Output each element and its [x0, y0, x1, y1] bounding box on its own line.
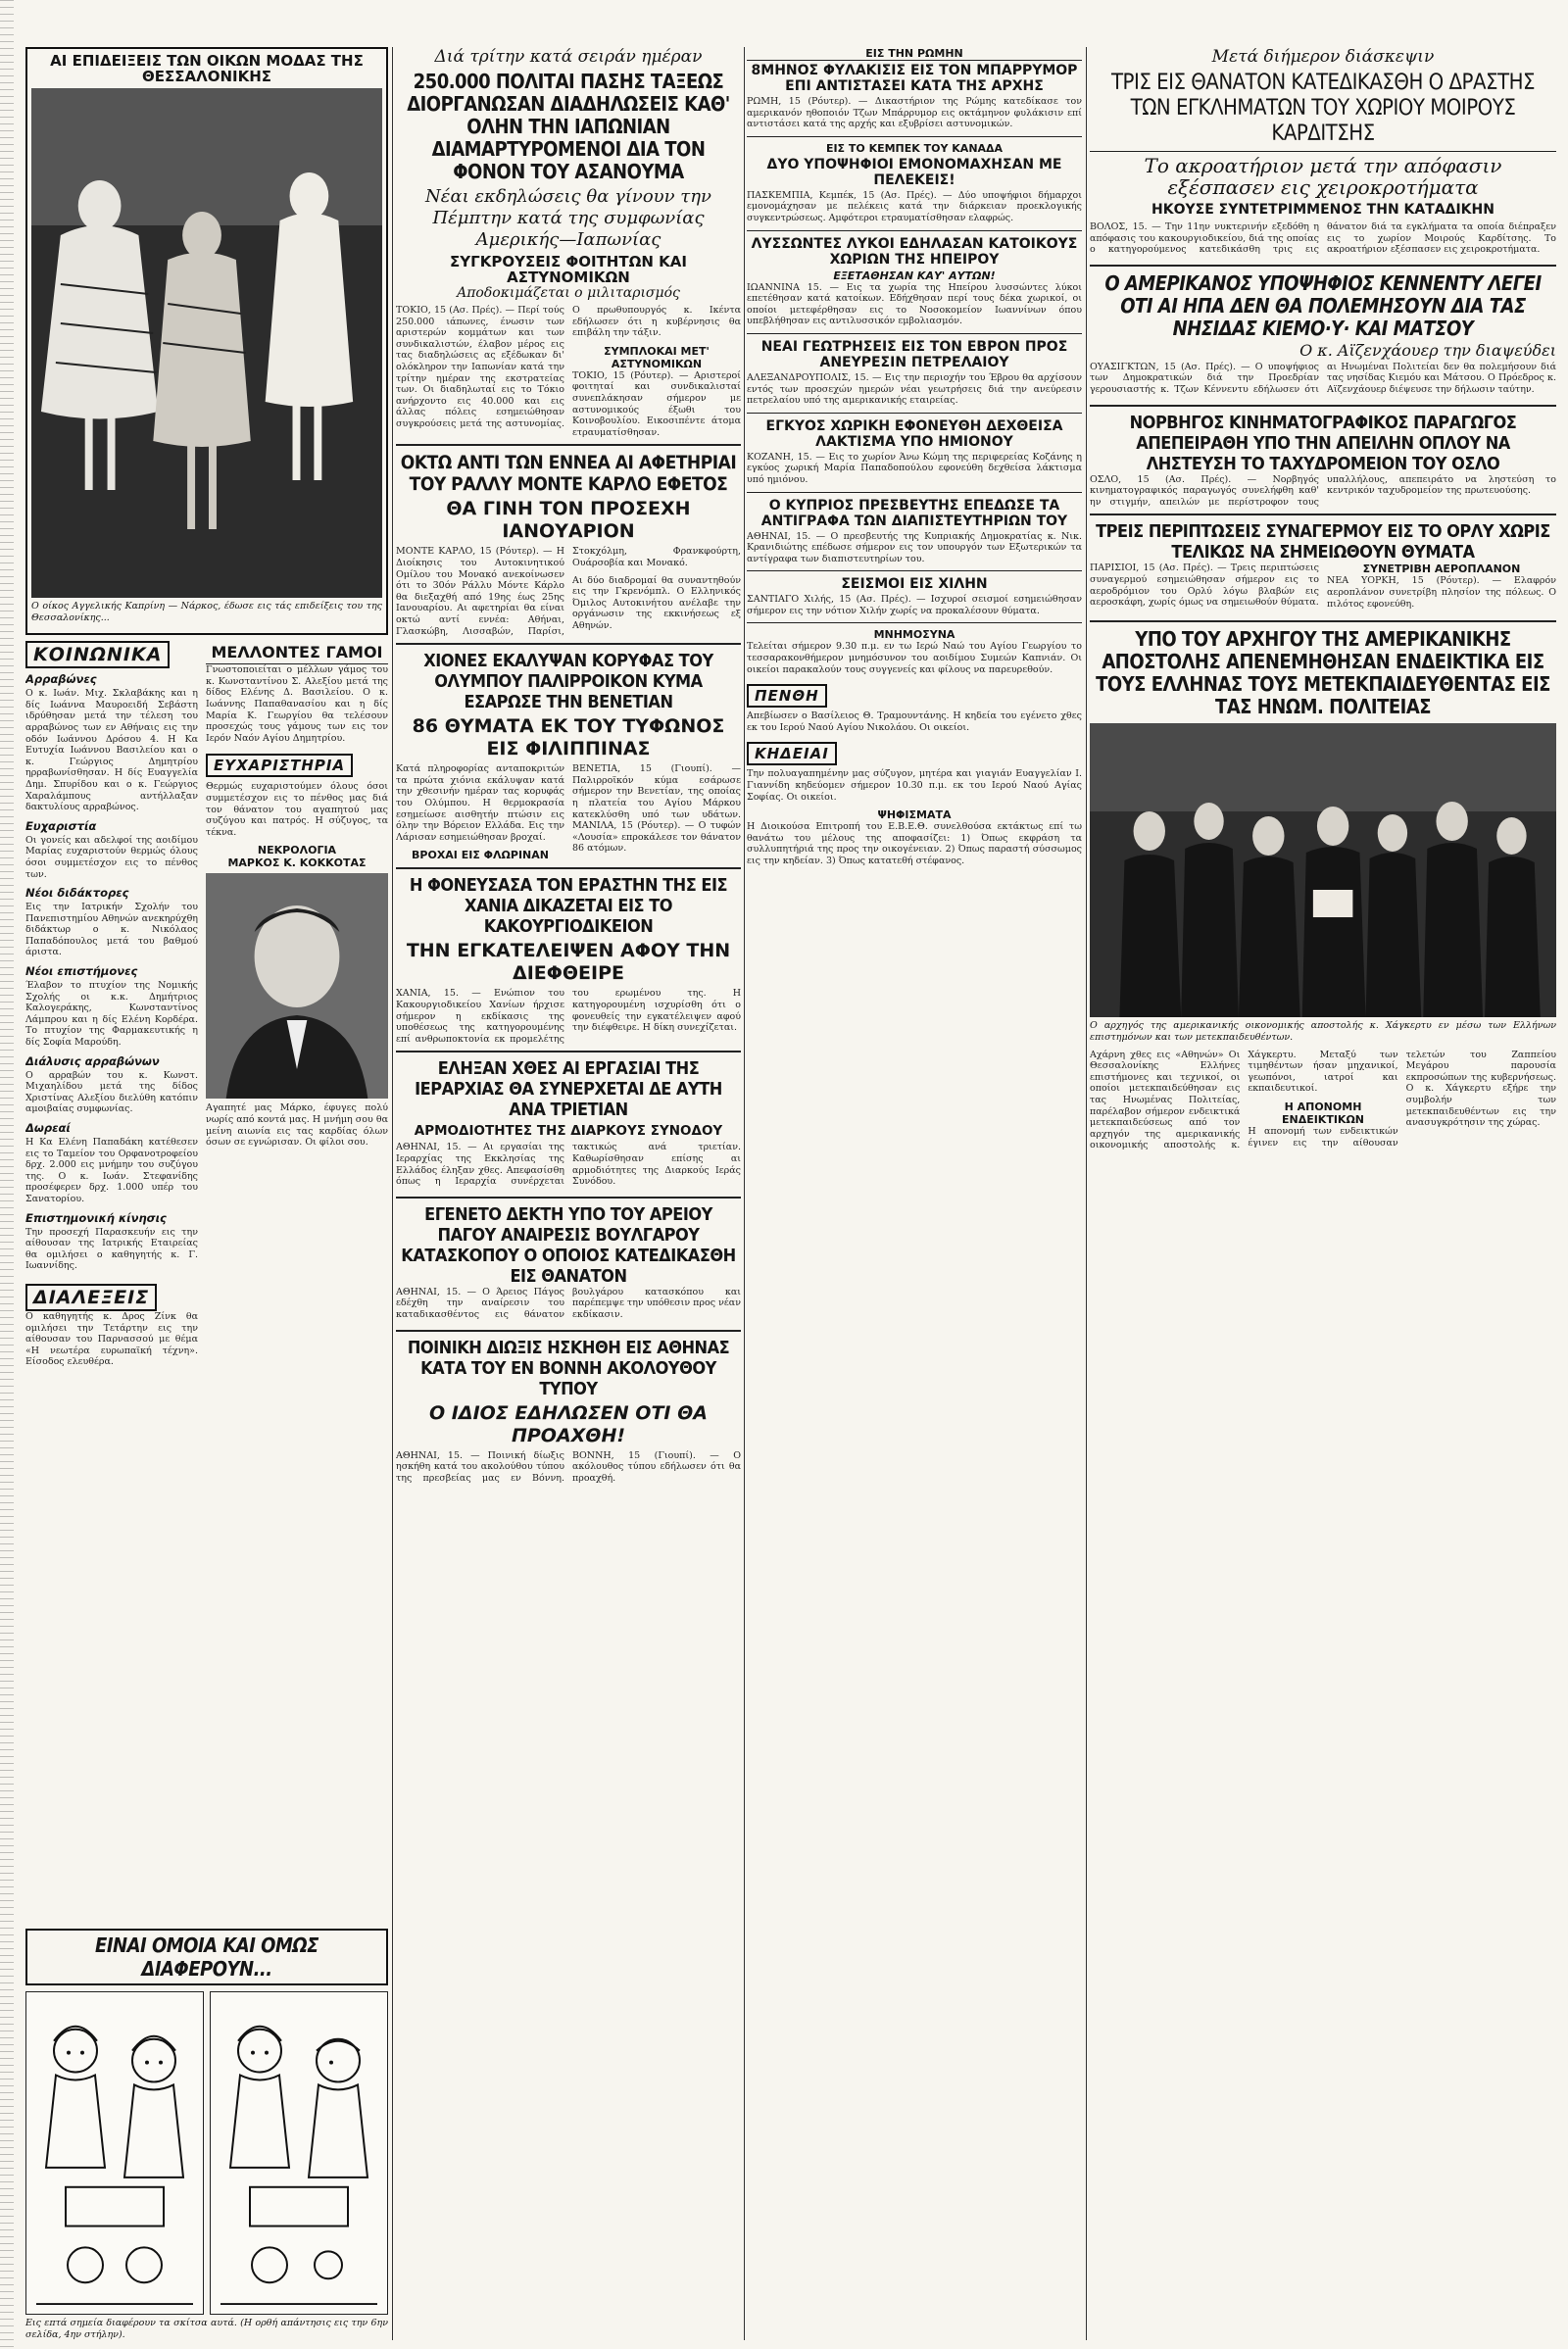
japan-kicker: Διά τρίτην κατά σειράν ημέραν [434, 47, 703, 67]
resolutions-heading: ΨΗΦΙΣΜΑΤΑ [877, 808, 952, 822]
hierarchy-headline: ΕΛΗΞΑΝ ΧΘΕΣ ΑΙ ΕΡΓΑΣΙΑΙ ΤΗΣ ΙΕΡΑΡΧΙΑΣ ΘΑ ΣΥΝΕΡΧΕΤΑΙ ΔΕ ΑΥΤΗ ΑΝΑ ΤΡΙΕΤΙΑΝ [415, 1058, 722, 1121]
cyprus-headline: Ο ΚΥΠΡΙΟΣ ΠΡΕΣΒΕΥΤΗΣ ΕΠΕΔΩΣΕ ΤΑ ΑΝΤΙΓΡΑΦΑ ΤΩΝ ΔΙΑΠΙΣΤΕΥΤΗΡΙΩΝ ΤΟΥ [760, 497, 1068, 529]
oil-headline: ΝΕΑΙ ΓΕΩΤΡΗΣΕΙΣ ΕΙΣ ΤΟΝ ΕΒΡΟΝ ΠΡΟΣ ΑΝΕΥΡΕΣΙΝ ΠΕΤΡΕΛΑΙΟΥ [760, 338, 1068, 370]
cartoon-left [25, 1991, 204, 2315]
graduates-heading: Νέοι επιστήμονες [25, 964, 138, 979]
award-body: Η απονομή των ενδεικτικών έγινεν εις την αίθουσαν τελετών του Ζαππείου Μεγάρου παρουσία εκπροσώπων της κυβερνήσεως. Ο κ. Χάγκερτυ εξήρε την συμβολήν των μετεκπαιδευθέντων εις την ανασυγκρότησιν της χώρας. [1248, 1049, 1556, 1149]
barrymore-headline: 8ΜΗΝΟΣ ΦΥΛΑΚΙΣΙΣ ΕΙΣ ΤΟΝ ΜΠΑΡΡΥΜΟΡ ΕΠΙ ΑΝΤΙΣΤΑΣΕΙ ΚΑΤΑ ΤΗΣ ΑΡΧΗΣ [751, 63, 1078, 94]
karditsa-kicker: Μετά διήμερον διάσκεψιν [1211, 47, 1435, 67]
japan-body: ΤΟΚΙΟ, 15 (Ασ. Πρές). — Περί τούς 250.000 ιάπωνες, ένωσιν των αριστερών κομμάτων και των συνδικαλιστών, έλαβον μέρος εις τας διαδηλώσεις ας εξέδωκαν δι' ολόκληρον την Ιαπωνίαν κατά την τρίτην ημέραν της εκστρατείας των. Οι διαδηλωταί εις το Τόκιο ανήρχοντο εις 40.000 και εις άλλας πόλεις εσημειώθησαν συγκρούσεις μετά της αστυνομίας. Ο πρωθυπουργός κ. Ικέντα εδήλωσεν ότι η κυβέρνησις θα επιβάλη την τάξιν. [396, 305, 741, 429]
japan-subhead: Νέαι εκδηλώσεις θα γίνουν την Πέμπτην κατά της συμφωνίας Αμερικής—Ιαπωνίας [425, 186, 711, 250]
lectures-heading: ΔΙΑΛΕΞΕΙΣ [25, 1284, 157, 1311]
chania-headline: Η ΦΟΝΕΥΣΑΣΑ ΤΟΝ ΕΡΑΣΤΗΝ ΤΗΣ ΕΙΣ ΧΑΝΙΑ ΔΙΚΑΖΕΤΑΙ ΕΙΣ ΤΟ ΚΑΚΟΥΡΓΙΟΔΙΚΕΙΟΝ [409, 875, 728, 938]
column-rule [1086, 47, 1087, 2340]
bonn-subhead: Ο ΙΔΙΟΣ ΕΔΗΛΩΣΕΝ ΟΤΙ ΘΑ ΠΡΟΑΧΘΗ! [429, 1401, 708, 1446]
column-briefs [747, 47, 1082, 873]
chile-headline: ΣΕΙΣΜΟΙ ΕΙΣ ΧΙΛΗΝ [841, 576, 988, 593]
ceremony-photo [1090, 723, 1556, 1017]
japan-subhead-3: Αποδοκιμάζεται ο μιλιταρισμός [457, 285, 680, 301]
weather-subhead: 86 ΘΥΜΑΤΑ ΕΚ ΤΟΥ ΤΥΦΩΝΟΣ ΕΙΣ ΦΙΛΙΠΠΙΝΑΣ [412, 715, 725, 760]
gratitude-text: Θερμώς ευχαριστούμεν όλους όσοι συμμετέσχον εις το πένθος μας διά τον θάνατον του αγαπητού μας συζύγου και πατρός. Η σύζυγος, τα τέκνα. [206, 781, 388, 838]
lectures-text: Ο καθηγητής κ. Δρος Ζίνκ θα ομιλήσει την Τετάρτην εις την αίθουσαν του Παρνασσού με θέμα «Η νεωτέρα ευρωπαϊκή τέχνη». Είσοδος ελευθέρα. [25, 1310, 198, 1368]
bonn-headline: ΠΟΙΝΙΚΗ ΔΙΩΞΙΣ ΗΣΚΗΘΗ ΕΙΣ ΑΘΗΝΑΣ ΚΑΤΑ ΤΟΥ ΕΝ ΒΟΝΝΗ ΑΚΟΛΟΥΘΟΥ ΤΥΠΟΥ [407, 1337, 730, 1399]
japan-subhead-2: ΣΥΓΚΡΟΥΣΕΙΣ ΦΟΙΤΗΤΩΝ ΚΑΙ ΑΣΤΥΝΟΜΙΚΩΝ [450, 253, 687, 286]
obituary-heading: ΝΕΚΡΟΛΟΓΙΑ [257, 844, 337, 857]
certificates-body: Αχάρνη χθες εις «Αθηνών» Οι Θεσσαλονίκης Ελλήνες επιστήμονες και τεχνικοί, οι οποίοι μετεκπαιδεύθησαν εις τας Ηνωμένας Πολιτείας, παρέλαβον σήμερον ενδεικτικά μετεκπαιδεύσεως από τον αρχηγόν της αμερικανικής οικονομικής αποστολής κ. Χάγκερτυ. Μεταξύ των τιμηθέντων ήσαν μηχανικοί, γεωπόνοι, ιατροί και εκπαιδευτικοί. [1090, 1049, 1398, 1151]
funerals-heading: ΚΗΔΕΙΑΙ [747, 742, 837, 765]
karditsa-subhead: Το ακροατήριον μετά την απόφασιν εξέσπασεν εις χειροκροτήματα [1090, 151, 1556, 198]
quebec-tag: ΕΙΣ ΤΟ ΚΕΜΠΕΚ ΤΟΥ ΚΑΝΑΔΑ [825, 141, 1004, 155]
orly-body: ΠΑΡΙΣΙΟΙ, 15 (Ασ. Πρές). — Τρεις περιπτώσεις συναγερμού εσημειώθησαν σήμερον εις το αεροδρόμιον του Ορλύ λόγω βλαβών εις αεροσκάφη, χωρίς όμως να σημειωθούν θύματα. [1090, 563, 1319, 609]
thanks-heading: Ευχαριστία [25, 818, 97, 833]
page-fold-edge [0, 0, 14, 2349]
doctors-text: Εις την Ιατρικήν Σχολήν του Πανεπιστημίου Αθηνών ανεκηρύχθη διδάκτωρ ο κ. Νικόλαος Παπαδόπουλος μετά του βαθμού άριστα. [25, 902, 198, 958]
tokyo-subhead: ΣΥΜΠΛΟΚΑΙ ΜΕΤ' ΑΣΤΥΝΟΜΙΚΩΝ [604, 344, 710, 370]
fashion-caption: Ο οίκος Αγγελικής Καπρίνη — Νάρκος, έδωσε εις τάς επιδείξεις του της Θεσσαλονίκης... [31, 601, 382, 623]
weddings-heading: ΜΕΛΛΟΝΤΕΣ ΓΑΜΟΙ [206, 641, 388, 664]
award-subhead: Η ΑΠΟΝΟΜΗ ΕΝΔΕΙΚΤΙΚΩΝ [1281, 1100, 1365, 1126]
hierarchy-subhead: ΑΡΜΟΔΙΟΤΗΤΕΣ ΤΗΣ ΔΙΑΡΚΟΥΣ ΣΥΝΟΔΟΥ [414, 1123, 723, 1140]
funerals-text: Την πολυαγαπημένην μας σύζυγον, μητέρα και γιαγιάν Ευαγγελίαν Ι. Γιαννίδη κηδεύομεν σήμερον 10.30 π.μ. εκ του Ιερού Ναού Αγίας Σοφίας. Οι οικείοι. [747, 768, 1082, 803]
rome-tag: ΕΙΣ ΤΗΝ ΡΩΜΗΝ [747, 47, 1082, 61]
broken-engagements-text: Ο αρραβών του κ. Κωνστ. Μιχαηλίδου μετά της δίδος Χριστίνας Αλεξίου διελύθη κατόπιν αμοιβαίας συμφωνίας. [25, 1069, 198, 1115]
duel-body: ΠΑΣΚΕΜΠΙΑ, Κεμπέκ, 15 (Ασ. Πρές). — Δύο υποψήφιοι δήμαρχοι εμονομάχησαν με πελέκεις κατά την διάρκειαν προεκλογικής συγκεντρώσεως. Αμφότεροι ετραυματίσθησαν ελαφρώς. [747, 189, 1082, 223]
column-society [25, 47, 388, 1374]
karditsa-body: ΒΟΛΟΣ, 15. — Την 11ην νυκτερινήν εξεδόθη η απόφασις του κακουργιοδικείου, διά της οποίας ο κατηγορούμενος κατεδικάσθη τρις εις θάνατον διά τα εγκλήματα τα οποία διέπραξεν εις το χωρίον Μοιρούς Καρδίτσης. Το ακροατήριον εξέσπασεν εις χειροκροτήματα. [1090, 221, 1556, 256]
science-heading: Επιστημονική κίνησις [25, 1210, 167, 1225]
orly-headline: ΤΡΕΙΣ ΠΕΡΙΠΤΩΣΕΙΣ ΣΥΝΑΓΕΡΜΟΥ ΕΙΣ ΤΟ ΟΡΛΥ ΧΩΡΙΣ ΤΕΛΙΚΩΣ ΝΑ ΣΗΜΕΙΩΘΟΥΝ ΘΥΜΑΤΑ [1096, 521, 1550, 563]
mule-body: ΚΟΖΑΝΗ, 15. — Εις το χωρίον Άνω Κώμη της περιφερείας Κοζάνης η εγκύος χωρική Μαρία Παπαδοπούλου εφονεύθη δεχθείσα λάκτισμα υπό ημιόνου. [747, 451, 1082, 485]
ceremony-caption: Ο αρχηγός της αμερικανικής οικονομικής αποστολής κ. Χάγκερτυ εν μέσω των Ελλήνων επιστημόνων και των μετεκπαιδευθέντων. [1090, 1020, 1556, 1044]
plane-crash-body: ΝΕΑ ΥΟΡΚΗ, 15 (Ρόυτερ). — Ελαφρόν αεροπλάνον συνετρίβη πλησίον της πόλεως. Ο πιλότος εφονεύθη. [1327, 575, 1556, 610]
chile-body: ΣΑΝΤΙΑΓΟ Χιλής, 15 (Ασ. Πρές). — Ισχυροί σεισμοί εσημειώθησαν σήμερον εις την νότιον Χιλήν χωρίς να προκαλέσουν θύματα. [747, 594, 1082, 616]
wolves-subhead: ΕΞΕΤΑΘΗΣΑΝ ΚΑΥ' ΑΥΤΩΝ! [833, 269, 996, 282]
rally-subhead: ΘΑ ΓΙΝΗ ΤΟΝ ΠΡΟΣΕΧΗ ΙΑΝΟΥΑΡΙΟΝ [446, 498, 691, 543]
memorial-text: Τελείται σήμερον 9.30 π.μ. εν τω Ιερώ Ναώ του Αγίου Γεωργίου το τεσσαρακονθήμερον μνημόσυνον του αοιδίμου Συμεών Καπνιάν. Οι οικείοι παρακαλούν τους συγγενείς και φίλους να παρευρεθούν. [747, 641, 1082, 675]
obituary-portrait [206, 873, 388, 1099]
fashion-headline: ΑΙ ΕΠΙΔΕΙΞΕΙΣ ΤΩΝ ΟΙΚΩΝ ΜΟΔΑΣ ΤΗΣ ΘΕΣΣΑΛΟΝΙΚΗΣ [50, 52, 364, 85]
obituary-text: Αγαπητέ μας Μάρκο, έφυγες πολύ νωρίς από κοντά μας. Η μνήμη σου θα μείνη αιωνία εις τας καρδίας όλων όσων σε εγνώρισαν. Οι φίλοι σου. [206, 1102, 388, 1149]
cartoon-headline: ΕΙΝΑΙ ΟΜΟΙΑ ΚΑΙ ΟΜΩΣ ΔΙΑΦΕΡΟΥΝ... [95, 1933, 318, 1981]
fashion-photo [31, 88, 382, 598]
society-left [25, 641, 198, 1374]
hierarchy-body: ΑΘΗΝΑΙ, 15. — Αι εργασίαι της Ιεραρχίας της Εκκλησίας της Ελλάδος έληξαν χθες. Απεφασίσθη όπως η Ιεραρχία συνέρχεται τακτικώς ανά τριετίαν. Καθωρίσθησαν επίσης αι αρμοδιότητες της Διαρκούς Ιεράς Συνόδου. [396, 1142, 741, 1188]
koinonika-heading: ΚΟΙΝΩΝΙΚΑ [25, 641, 170, 668]
spy-body: ΑΘΗΝΑΙ, 15. — Ο Άρειος Πάγος εδέχθη την αναίρεσιν του καταδικασθέντος εις θάνατον βουλγάρου κατασκόπου και παρέπεμψε την υπόθεσιν προς νέαν εκδίκασιν. [396, 1286, 741, 1320]
fashion-feature [25, 47, 388, 635]
society-section [25, 641, 388, 1374]
mourning-heading: ΠΕΝΘΗ [747, 684, 827, 708]
donations-text: Η Κα Ελένη Παπαδάκη κατέθεσεν εις το Ταμείον του Ορφανοτροφείου δρχ. 2.000 εις μνήμην του συζύγου της. Ο κ. Ιωάν. Στεφανίδης προσέφερεν δρχ. 1.000 υπέρ του Σανατορίου. [25, 1137, 198, 1204]
kennedy-headline: Ο ΑΜΕΡΙΚΑΝΟΣ ΥΠΟΨΗΦΙΟΣ ΚΕΝΝΕΝΤΥ ΛΕΓΕΙ ΟΤΙ ΑΙ ΗΠΑ ΔΕΝ ΘΑ ΠΟΛΕΜΗΣΟΥΝ ΔΙΑ ΤΑΣ ΝΗΣΙΔΑΣ ΚΙΕΜΟ·Υ· ΚΑΙ ΜΑΤΣΟΥ [1104, 270, 1542, 340]
chania-body: ΧΑΝΙΑ, 15. — Ενώπιον του Κακουργιοδικείου Χανίων ήρχισε σήμερον η εκδίκασις της υποθέσεως της κατηγορουμένης επί ανθρωποκτονία εκ προμελέτης του ερωμένου της. Η κατηγορουμένη ισχυρίσθη ότι ο φονευθείς την εγκατέλειψεν αφού την διέφθειρε. Η δίκη συνεχίζεται. [396, 988, 741, 1045]
graduates-text: Έλαβον το πτυχίον της Νομικής Σχολής οι κ.κ. Δημήτριος Καλογεράκης, Κωνσταντίνος Λάμπρου και η δίς Ελένη Κορδέρα. Το πτυχίον της Φαρμακευτικής η δίς Σοφία Μαρούδη. [25, 980, 198, 1049]
oslo-body: ΟΣΛΟ, 15 (Ασ. Πρές). — Νορβηγός κινηματογραφικός παραγωγός συνελήφθη καθ' ην στιγμήν, απειλών με περίστροφον τους υπαλλήλους, απεπειράτο να ληστεύση το κεντρικόν ταχυδρομείον της πρωτευούσης. [1090, 473, 1556, 508]
kennedy-body: ΟΥΑΣΙΓΚΤΩΝ, 15 (Ασ. Πρές). — Ο υποψήφιος των Δημοκρατικών διά την Προεδρίαν γερουσιαστής κ. Τζων Κέννεντυ εδήλωσεν ότι αι Ηνωμέναι Πολιτείαι δεν θα πολεμήσουν διά τας νησίδας Κιεμόυ και Μάτσου. Ο Πρόεδρος κ. Αϊζενχάουερ διέψευσε την δήλωσιν ταύτην. [1090, 361, 1556, 395]
gratitude-heading: ΕΥΧΑΡΙΣΤΗΡΙΑ [206, 754, 353, 777]
weather-headline: ΧΙΟΝΕΣ ΕΚΑΛΥΨΑΝ ΚΟΡΥΦΑΣ ΤΟΥ ΟΛΥΜΠΟΥ ΠΑΛΙΡΡΟΙΚΟΝ ΚΥΜΑ ΕΣΑΡΩΣΕ ΤΗΝ ΒΕΝΕΤΙΑΝ [423, 651, 713, 713]
mule-headline: ΕΓΚΥΟΣ ΧΩΡΙΚΗ ΕΦΟΝΕΥΘΗ ΔΕΧΘΕΙΣΑ ΛΑΚΤΙΣΜΑ ΥΠΟ ΗΜΙΟΝΟΥ [765, 417, 1063, 450]
spy-headline: ΕΓΕΝΕΤΟ ΔΕΚΤΗ ΥΠΟ ΤΟΥ ΑΡΕΙΟΥ ΠΑΓΟΥ ΑΝΑΙΡΕΣΙΣ ΒΟΥΛΓΑΡΟΥ ΚΑΤΑΣΚΟΠΟΥ Ο ΟΠΟΙΟΣ ΚΑΤΕΔΙΚΑΣΘΗ ΕΙΣ ΘΑΝΑΤΟΝ [401, 1203, 736, 1287]
column-world-news [396, 47, 741, 1487]
weddings-text: Γνωστοποιείται ο μέλλων γάμος του κ. Κωνσταντίνου Σ. Αλεξίου μετά της δίδος Ελένης Δ. Βασιλείου. Ο κ. Ιωάννης Παπαθανασίου και η δίς Μαρία Κ. Γεωργίου θα τελέσουν προσεχώς τους γάμους των εις τον Ιερόν Ναόν Αγίου Δημητρίου. [206, 664, 388, 744]
engagements-text: Ο κ. Ιωάν. Μιχ. Σκλαβάκης και η δίς Ιωάννα Μαυροειδή Σεβάστη ιδρύθησαν μετά την τέλεση του αρραβώνος των εν Αθήναις εις την οδόν Ιωάννου Δρόσου 4. Η Κα Ευτυχία Ιωάννου Βασιλείου και ο κ. Γεώργιος Δημητρίου ηρραβωνίσθησαν. Η δίς Ευαγγελία Δημ. Σπυρίδου και ο κ. Γεώργιος Χαραλάμπους αντήλλαξαν δακτυλίους αρραβώνος. [25, 688, 198, 813]
science-text: Την προσεχή Παρασκευήν εις την αίθουσαν της Ιατρικής Εταιρείας θα ομιλήσει ο καθηγητής κ. Γ. Ιωαννίδης. [25, 1226, 198, 1272]
chania-subhead: ΤΗΝ ΕΓΚΑΤΕΛΕΙΨΕΝ ΑΦΟΥ ΤΗΝ ΔΙΕΦΘΕΙΡΕ [406, 940, 731, 985]
kennedy-subhead: Ο κ. Αϊζενχάουερ την διαψεύδει [1299, 340, 1556, 360]
karditsa-headline: ΤΡΙΣ ΕΙΣ ΘΑΝΑΤΟΝ ΚΑΤΕΔΙΚΑΣΘΗ Ο ΔΡΑΣΤΗΣ ΤΩΝ ΕΓΚΛΗΜΑΤΩΝ ΤΟΥ ΧΩΡΙΟΥ ΜΟΙΡΟΥΣ ΚΑΡΔΙΤΣΗΣ [1110, 71, 1536, 146]
wolves-headline: ΛΥΣΣΩΝΤΕΣ ΛΥΚΟΙ ΕΔΗΛΑΣΑΝ ΚΑΤΟΙΚΟΥΣ ΧΩΡΙΩΝ ΤΗΣ ΗΠΕΙΡΟΥ [751, 235, 1078, 268]
engagements-heading: Αρραβώνες [25, 672, 97, 687]
mourning-text: Απεβίωσεν ο Βασίλειος Θ. Τραμουντάνης. Η κηδεία του εγένετο χθες εκ του Ιερού Ναού Αγίου Νικολάου. Οι οικείοι. [747, 710, 1082, 733]
cyprus-body: ΑΘΗΝΑΙ, 15. — Ο πρεσβευτής της Κυπριακής Δημοκρατίας κ. Νικ. Κρανιδιώτης επέδωσε σήμερον εις τον υπουργόν των Εξωτερικών τα αντίγραφα των διαπιστευτηρίων του. [747, 530, 1082, 564]
venice-body: ΒΕΝΕΤΙΑ, 15 (Γιουπί). — Παλιρροϊκόν κύμα εσάρωσε σήμερον την Βενετίαν, της οποίας η πλατεία του Αγίου Μάρκου κατεκλύσθη υπό των υδάτων. ΜΑΝΙΛΑ, 15 (Ρόυτερ). — Ο τυφών «Λουσία» επροκάλεσε τον θάνατον 86 ατόμων. [572, 763, 741, 855]
broken-engagements-heading: Διάλυσις αρραβώνων [25, 1053, 160, 1068]
column-rule [392, 47, 393, 2340]
thanks-text: Οι γονείς και αδελφοί της αοιδίμου Μαρίας ευχαριστούν θερμώς όλους όσοι συμμετέσχον εις το πένθος των. [25, 834, 198, 880]
barrymore-body: ΡΩΜΗ, 15 (Ρόυτερ). — Δικαστήριον της Ρώμης κατεδίκασε τον αμερικανόν ηθοποιόν Τζων Μπάρρυμορ εις οκτάμηνον φυλάκισιν επί αντιστάσει κατά της αρχής και εξυβρίσει αστυνομικών. [747, 96, 1082, 130]
cartoon-right [210, 1991, 388, 2315]
resolutions-text: Η Διοικούσα Επιτροπή του Ε.Β.Ε.Θ. συνελθούσα εκτάκτως επί τω θανάτω του μέλους της αποφασίζει: 1) Όπως εκφράση τα συλλυπητήριά της προς την οικογένειαν. 2) Όπως παραστή σύσσωμος εις την κηδείαν. 3) Όπως κατατεθή στέφανος. [747, 821, 1082, 866]
certificates-headline: ΥΠΟ ΤΟΥ ΑΡΧΗΓΟΥ ΤΗΣ ΑΜΕΡΙΚΑΝΙΚΗΣ ΑΠΟΣΤΟΛΗΣ ΑΠΕΝΕΜΗΘΗΣΑΝ ΕΝΔΕΙΚΤΙΚΑ ΕΙΣ ΤΟΥΣ ΕΛΛΗΝΑΣ ΤΟΥΣ ΜΕΤΕΚΠΑΙΔΕΥΘΕΝΤΑΣ ΕΙΣ ΤΑΣ ΗΝΩΜ. ΠΟΛΙΤΕΙΑΣ [1096, 627, 1550, 719]
rally-headline: ΟΚΤΩ ΑΝΤΙ ΤΩΝ ΕΝΝΕΑ ΑΙ ΑΦΕΤΗΡΙΑΙ ΤΟΥ ΡΑΛΛΥ ΜΟΝΤΕ ΚΑΡΛΟ ΕΦΕΤΟΣ [400, 452, 737, 496]
tokyo-body: ΤΟΚΙΟ, 15 (Ρόυτερ). — Αριστεροί φοιτηταί και συνδικαλισταί συνεπλάκησαν σήμερον με αστυνομικούς έξωθι του Κοινοβουλίου. Εικοσιπέντε άτομα ετραυματίσθησαν. [572, 369, 741, 438]
wolves-body: ΙΩΑΝΝΙΝΑ 15. — Εις τα χωρία της Ηπείρου λυσσώντες λύκοι επετέθησαν κατά κατοίκων. Εδήχθησαν περί τους δέκα χωρικοί, οι οποίοι μετεφέρθησαν εις το Νοσοκομείον Ιωαννίνων όπου υπεβλήθησαν εις αντιλυσσικόν εμβολιασμόν. [747, 281, 1082, 327]
oslo-headline: ΝΟΡΒΗΓΟΣ ΚΙΝΗΜΑΤΟΓΡΑΦΙΚΟΣ ΠΑΡΑΓΩΓΟΣ ΑΠΕΠΕΙΡΑΘΗ ΥΠΟ ΤΗΝ ΑΠΕΙΛΗΝ ΟΠΛΟΥ ΝΑ ΛΗΣΤΕΥΣΗ ΤΟ ΤΑΧΥΔΡΟΜΕΙΟΝ ΤΟΥ ΟΣΛΟ [1129, 412, 1517, 474]
duel-headline: ΔΥΟ ΥΠΟΨΗΦΙΟΙ ΕΜΟΝΟΜΑΧΗΣΑΝ ΜΕ ΠΕΛΕΚΕΙΣ! [766, 156, 1062, 188]
japan-headline: 250.000 ΠΟΛΙΤΑΙ ΠΑΣΗΣ ΤΑΞΕΩΣ ΔΙΟΡΓΑΝΩΣΑΝ ΔΙΑΔΗΛΩΣΕΙΣ ΚΑΘ' ΟΛΗΝ ΤΗΝ ΙΑΠΩΝΙΑΝ ΔΙΑΜΑΡΤΥΡΟΜΕΝΟΙ ΔΙΑ ΤΟΝ ΦΟΝΟΝ ΤΟΥ ΑΣΑΝΟΥΜΑ [407, 70, 730, 183]
cartoon-caption: Εις επτά σημεία διαφέρουν τα σκίτσα αυτά. (Η ορθή απάντησις εις την 6ην σελίδα, 4ην στήλην). [25, 2318, 388, 2340]
weather-body: Κατά πληροφορίας ανταποκριτών τα πρώτα χιόνια εκάλυψαν κατά την χθεσινήν ημέραν τας κορυφάς του Ολύμπου. Η θερμοκρασία εσημείωσε αισθητήν πτώσιν εις όλην την Βόρειον Ελλάδα. Εις την Λάρισαν εσημειώθησαν βροχαί. [396, 763, 564, 843]
funerals-mourning-heading: ΜΝΗΜΟΣΥΝΑ [873, 628, 956, 642]
cartoon-puzzle [25, 1929, 388, 2340]
column-rule [744, 47, 745, 2340]
doctors-heading: Νέοι διδάκτορες [25, 886, 129, 901]
oil-body: ΑΛΕΞΑΝΔΡΟΥΠΟΛΙΣ, 15. — Εις την περιοχήν του Έβρου θα αρχίσουν εντός των προσεχών ημερών νέαι γεωτρήσεις διά την ανεύρεσιν πετρελαίου υπό της αμερικανικής εταιρείας. [747, 371, 1082, 407]
society-right [206, 641, 388, 1374]
column-main-stories [1090, 47, 1556, 1151]
donations-heading: Δωρεαί [25, 1121, 71, 1135]
obituary-name: ΜΑΡΚΟΣ Κ. ΚΟΚΚΟΤΑΣ [227, 856, 367, 870]
rally-body: ΜΟΝΤΕ ΚΑΡΛΟ, 15 (Ρόυτερ). — Η Διοίκησις του Αυτοκινητικού Ομίλου του Μονακό ανεκοίνωσεν ότι το 30όν Ράλλυ Μόντε Κάρλο θα διεξαχθή από 19ης έως 25ης Ιανουαρίου. Αι αφετηρίαι θα είναι οκτώ αντί εννέα: Αθήναι, Γλασκώβη, Λισσαβών, Παρίσι, Στοκχόλμη, Φρανκφούρτη, Ουάρσοβία και Μονακό. [396, 546, 741, 637]
bonn-body: ΑΘΗΝΑΙ, 15. — Ποινική δίωξις ησκήθη κατά του ακολούθου τύπου της πρεσβείας μας εν Βόννη. ΒΟΝΝΗ, 15 (Γιουπί). — Ο ακόλουθος τύπου εδήλωσεν ότι θα προαχθή. [396, 1449, 741, 1484]
karditsa-subhead-2: ΗΚΟΥΣΕ ΣΥΝΤΕΤΡΙΜΜΕΝΟΣ ΤΗΝ ΚΑΤΑΔΙΚΗΝ [1152, 202, 1494, 218]
plane-crash-subhead: ΣΥΝΕΤΡΙΒΗ ΑΕΡΟΠΛΑΝΟΝ [1362, 563, 1521, 576]
rally-body-2: Αι δύο διαδρομαί θα συναντηθούν εις την Γκρενόμπλ. Ο Ελληνικός Όμιλος Αυτοκινήτου ανέλαβε την οργάνωσιν της εκκινήσεως εξ Αθηνών. [572, 574, 741, 631]
florina-subhead: ΒΡΟΧΑΙ ΕΙΣ ΦΛΩΡΙΝΑΝ [412, 849, 549, 862]
